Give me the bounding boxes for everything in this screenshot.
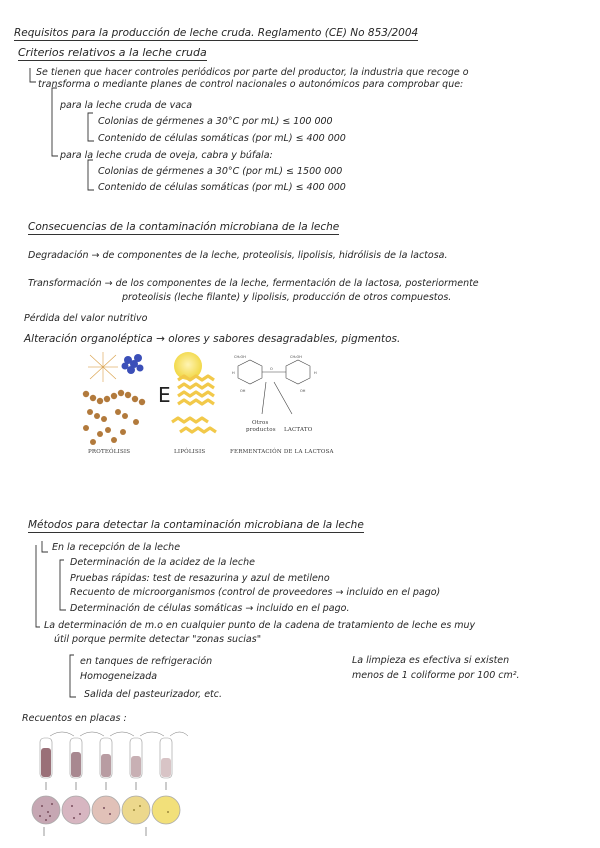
pruebas-text: Pruebas rápidas: test de resazurina y azul de metileno <box>70 573 330 584</box>
caption-proteolisis: PROTEÓLISIS <box>88 449 131 455</box>
metodos-heading: Métodos para detectar la contaminación microbiana de la leche <box>28 519 364 531</box>
criterios-intro-line1: Se tienen que hacer controles periódicos por parte del productor, la industria que recoge o <box>36 67 469 78</box>
label-productos: productos <box>246 427 276 433</box>
svg-text:H: H <box>232 371 235 375</box>
determinacion-line2: útil porque permite detectar "zonas sucias" <box>54 634 262 645</box>
limpieza-line2: menos de 1 coliforme por 100 cm². <box>352 670 520 681</box>
determinacion-line1: La determinación de m.o en cualquier punto de la cadena de tratamiento de leche es muy <box>44 620 476 631</box>
fermentacion-illustration <box>230 352 334 458</box>
caption-fermentacion: FERMENTACIÓN DE LA LACTOSA <box>230 449 334 455</box>
svg-text:CH₂OH: CH₂OH <box>290 355 302 359</box>
label-lactato: LACTATO <box>284 427 313 433</box>
otras-colonias: Colonias de gérmenes a 30°C (por mL) ≤ 1500 000 <box>98 166 343 177</box>
otras-celulas: Contenido de células somáticas (por mL) ≤ 400 000 <box>98 182 346 193</box>
criterios-heading: Criterios relativos a la leche cruda <box>18 46 207 59</box>
svg-text:H: H <box>314 371 317 375</box>
recuentos-text: Recuentos en placas : <box>22 713 127 724</box>
enzyme-letter: E <box>158 383 171 407</box>
vaca-label: para la leche cruda de vaca <box>60 100 193 111</box>
svg-text:O: O <box>270 367 273 371</box>
limpieza-line1: La limpieza es efectiva si existen <box>352 655 510 666</box>
lipolisis-illustration <box>158 352 228 458</box>
perdida-text: Pérdida del valor nutritivo <box>24 313 148 324</box>
caption-lipolisis: LIPÓLISIS <box>174 449 206 455</box>
recuento-text: Recuento de microorganismos (control de proveedores → incluido en el pago) <box>70 587 441 598</box>
tanques-text: en tanques de refrigeración <box>80 656 213 667</box>
degradacion-text: Degradación → de componentes de la leche, proteolisis, lipolisis, hidrólisis de la lactosa. <box>28 250 448 261</box>
page-title: Requisitos para la producción de leche cruda. Reglamento (CE) No 853/2004 <box>14 27 419 39</box>
criterios-intro-line2: transforma o mediante planes de control nacionales o autonómicos para comprobar que: <box>38 79 464 90</box>
homogeneizada-text: Homogeneizada <box>80 671 158 682</box>
label-otros: Otros <box>252 420 269 426</box>
recepcion-text: En la recepción de la leche <box>52 542 181 553</box>
svg-text:OH: OH <box>240 389 246 393</box>
proteolisis-illustration <box>78 352 158 458</box>
transformacion-line2: proteolisis (leche filante) y lipolisis, producción de otros compuestos. <box>122 292 452 303</box>
serial-dilution-figure <box>22 730 194 838</box>
transformacion-line1: Transformación → de los componentes de la leche, fermentación de la lactosa, posteriormente <box>28 278 479 289</box>
salida-text: Salida del pasteurizador, etc. <box>84 689 223 700</box>
vaca-colonias: Colonias de gérmenes a 30°C por mL) ≤ 100 000 <box>98 116 333 127</box>
acidez-text: Determinación de la acidez de la leche <box>70 557 255 568</box>
consecuencias-heading: Consecuencias de la contaminación microbiana de la leche <box>28 221 340 233</box>
vaca-celulas: Contenido de células somáticas (por mL) ≤ 400 000 <box>98 133 346 144</box>
otras-label: para la leche cruda de oveja, cabra y búfala: <box>60 150 273 161</box>
celulas-text: Determinación de células somáticas → incluido en el pago. <box>70 603 350 614</box>
svg-text:OH: OH <box>300 389 306 393</box>
svg-text:CH₂OH: CH₂OH <box>234 355 246 359</box>
alteracion-text: Alteración organoléptica → olores y sabores desagradables, pigmentos. <box>24 333 401 345</box>
